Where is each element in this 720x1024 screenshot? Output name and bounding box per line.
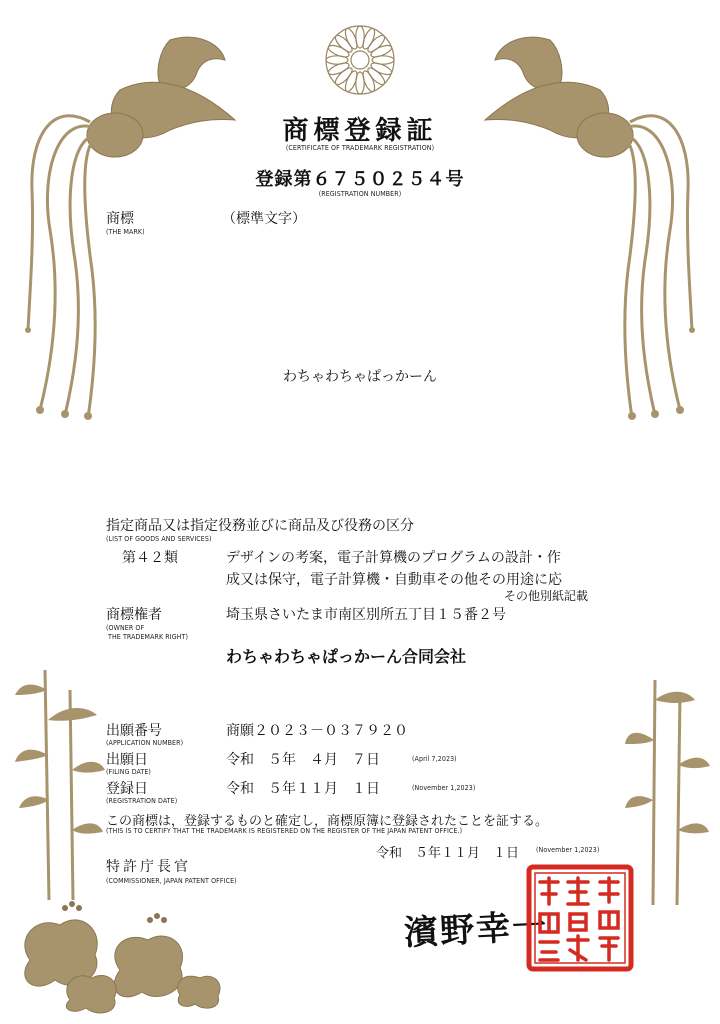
goods-label-en: (LIST OF GOODS AND SERVICES) bbox=[106, 535, 212, 543]
commissioner-title-en: (COMMISSIONER, JAPAN PATENT OFFICE) bbox=[106, 877, 237, 885]
registration-number-en: (REGISTRATION NUMBER) bbox=[318, 190, 402, 198]
goods-class-label: 第４２類 bbox=[122, 550, 178, 566]
commissioner-title: 特許庁長官 bbox=[106, 859, 191, 875]
commissioner-signature: 濱野幸一 bbox=[403, 906, 550, 954]
certify-text-en: (THIS IS TO CERTIFY THAT THE TRADEMARK IS REGISTERED ON THE REGISTER OF THE JAPAN PATENT OFFICE.) bbox=[106, 827, 463, 835]
bamboo-right-icon bbox=[625, 670, 710, 910]
certify-date-en: (November 1,2023) bbox=[536, 846, 600, 854]
certificate-title: 商標登録証 bbox=[282, 116, 438, 146]
phoenix-left-icon bbox=[20, 30, 250, 420]
application-number-label: 出願番号 bbox=[106, 723, 162, 739]
registration-date-value: 令和 ５年１１月 １日 bbox=[226, 781, 380, 797]
mark-label-en: (THE MARK) bbox=[106, 228, 145, 236]
owner-label-en-2: THE TRADEMARK RIGHT) bbox=[108, 633, 189, 641]
filing-date-value: 令和 ５年 ４月 ７日 bbox=[226, 752, 380, 768]
filing-date-label: 出願日 bbox=[106, 752, 148, 768]
owner-address: 埼玉県さいたま市南区別所五丁目１５番２号 bbox=[226, 607, 506, 623]
goods-note: その他別紙記載 bbox=[504, 589, 589, 603]
certificate-title-en: (CERTIFICATE OF TRADEMARK REGISTRATION) bbox=[285, 144, 435, 152]
filing-date-value-en: (April 7,2023) bbox=[412, 755, 457, 763]
application-number-label-en: (APPLICATION NUMBER) bbox=[106, 739, 184, 747]
mark-value: わちゃわちゃぱっかーん bbox=[283, 369, 437, 385]
goods-label: 指定商品又は指定役務並びに商品及び役務の区分 bbox=[106, 518, 414, 534]
phoenix-right-icon bbox=[470, 30, 700, 420]
filing-date-label-en: (FILING DATE) bbox=[106, 768, 151, 776]
registration-date-label: 登録日 bbox=[106, 781, 148, 797]
application-number-value: 商願２０２３－０３７９２０ bbox=[226, 723, 408, 739]
mark-type: （標準文字） bbox=[222, 211, 306, 227]
certify-text: この商標は，登録するものと確定し，商標原簿に登録されたことを証する。 bbox=[106, 814, 549, 829]
goods-description-line-1: デザインの考案，電子計算機のプログラムの設計・作 bbox=[226, 550, 561, 566]
mark-label: 商標 bbox=[106, 211, 134, 227]
chrysanthemum-crest-icon bbox=[324, 24, 396, 96]
bamboo-left-icon bbox=[15, 660, 105, 910]
registration-number: 登録第６７５０２５４号 bbox=[255, 169, 465, 190]
paulownia-leaves-icon bbox=[10, 900, 230, 1015]
registration-date-value-en: (November 1,2023) bbox=[412, 784, 476, 792]
goods-description-line-2: 成又は保守，電子計算機・自動車その他その用途に応 bbox=[226, 572, 562, 588]
owner-label-en-1: (OWNER OF bbox=[106, 624, 145, 632]
official-seal-icon bbox=[526, 864, 634, 972]
registration-date-label-en: (REGISTRATION DATE) bbox=[106, 797, 178, 805]
certify-date: 令和 ５年１１月 １日 bbox=[376, 846, 520, 861]
owner-name: わちゃわちゃぱっかーん合同会社 bbox=[226, 647, 467, 666]
owner-label: 商標権者 bbox=[106, 607, 162, 623]
